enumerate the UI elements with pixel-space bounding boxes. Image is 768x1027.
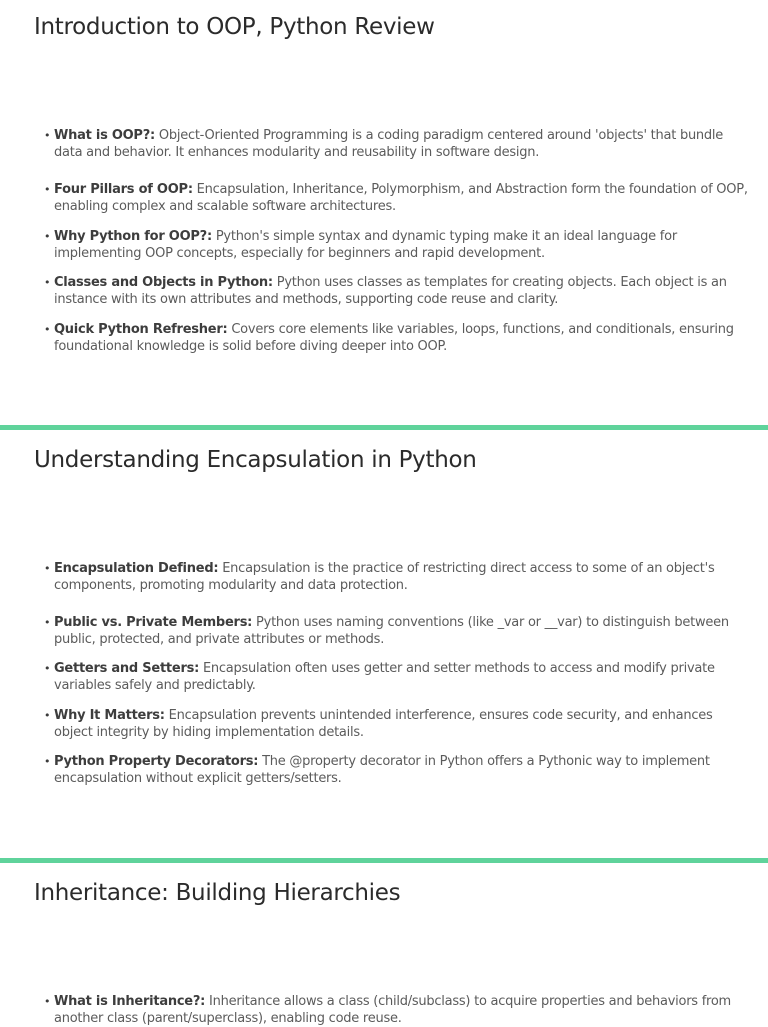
bullet-dot-icon: • xyxy=(44,276,51,289)
bullet-term: Public vs. Private Members: xyxy=(54,615,253,630)
bullet-item xyxy=(44,614,748,648)
slide-divider xyxy=(0,425,768,430)
bullet-description: Python uses classes as templates for creating objects. Each object is an instance with its own attributes and methods, supporting code reuse and clarity. xyxy=(54,275,727,307)
bullet-description: Encapsulation often uses getter and setter methods to access and modify private variables safely and predictably. xyxy=(54,661,715,693)
bullet-term: Classes and Objects in Python: xyxy=(54,275,273,290)
bullet-term: What is OOP?: xyxy=(54,128,155,143)
bullet-item xyxy=(44,274,748,308)
bullet-item xyxy=(44,127,748,161)
bullet-description: Python uses naming conventions (like _var or __var) to distinguish between public, protected, and private attributes or methods. xyxy=(54,615,729,647)
bullet-term: Getters and Setters: xyxy=(54,661,200,676)
bullet-description: Object-Oriented Programming is a coding paradigm centered around 'objects' that bundle data and behavior. It enhances modularity and reusability in software design. xyxy=(54,128,724,160)
bullet-dot-icon: • xyxy=(44,709,51,722)
bullet-term: Python Property Decorators: xyxy=(54,754,259,769)
bullet-item xyxy=(44,181,748,215)
bullet-term: Why Python for OOP?: xyxy=(54,229,212,244)
bullet-item xyxy=(44,560,748,594)
bullet-description: Covers core elements like variables, loops, functions, and conditionals, ensuring foundational knowledge is solid before diving deeper into OOP. xyxy=(54,322,734,354)
bullet-item xyxy=(44,753,748,787)
bullet-dot-icon: • xyxy=(44,616,51,629)
bullet-term: What is Inheritance?: xyxy=(54,994,206,1009)
bullet-dot-icon: • xyxy=(44,562,51,575)
slide-intro-oop xyxy=(0,0,768,428)
bullet-term: Quick Python Refresher: xyxy=(54,322,228,337)
slide-title: Introduction to OOP, Python Review xyxy=(34,14,435,40)
bullet-description: Inheritance allows a class (child/subclass) to acquire properties and behaviors from another class (parent/superclass), enabling code reuse. xyxy=(54,994,731,1026)
bullet-description: Encapsulation prevents unintended interference, ensures code security, and enhances object integrity by hiding implementation details. xyxy=(54,708,713,740)
bullet-dot-icon: • xyxy=(44,755,51,768)
bullet-term: Four Pillars of OOP: xyxy=(54,182,193,197)
bullet-dot-icon: • xyxy=(44,230,51,243)
slide-title: Understanding Encapsulation in Python xyxy=(34,447,477,473)
bullet-description: Encapsulation, Inheritance, Polymorphism, and Abstraction form the foundation of OOP, enabling complex and scalable software architectures. xyxy=(54,182,748,214)
bullet-dot-icon: • xyxy=(44,995,51,1008)
bullet-dot-icon: • xyxy=(44,323,51,336)
bullet-item xyxy=(44,993,748,1027)
slide-encapsulation xyxy=(0,433,768,861)
bullet-description: The @property decorator in Python offers a Pythonic way to implement encapsulation without explicit getters/setters. xyxy=(54,754,710,786)
bullet-dot-icon: • xyxy=(44,662,51,675)
bullet-description: Python's simple syntax and dynamic typing make it an ideal language for implementing OOP concepts, especially for beginners and rapid development. xyxy=(54,229,677,261)
slide-divider xyxy=(0,858,768,863)
bullet-term: Encapsulation Defined: xyxy=(54,561,219,576)
bullet-dot-icon: • xyxy=(44,129,51,142)
slide-title: Inheritance: Building Hierarchies xyxy=(34,880,401,906)
bullet-item xyxy=(44,321,748,355)
slide-inheritance xyxy=(0,866,768,1024)
bullet-dot-icon: • xyxy=(44,183,51,196)
bullet-term: Why It Matters: xyxy=(54,708,165,723)
bullet-item xyxy=(44,228,748,262)
bullet-description: Encapsulation is the practice of restricting direct access to some of an object's components, promoting modularity and data protection. xyxy=(54,561,715,593)
bullet-item xyxy=(44,660,748,694)
bullet-item xyxy=(44,707,748,741)
